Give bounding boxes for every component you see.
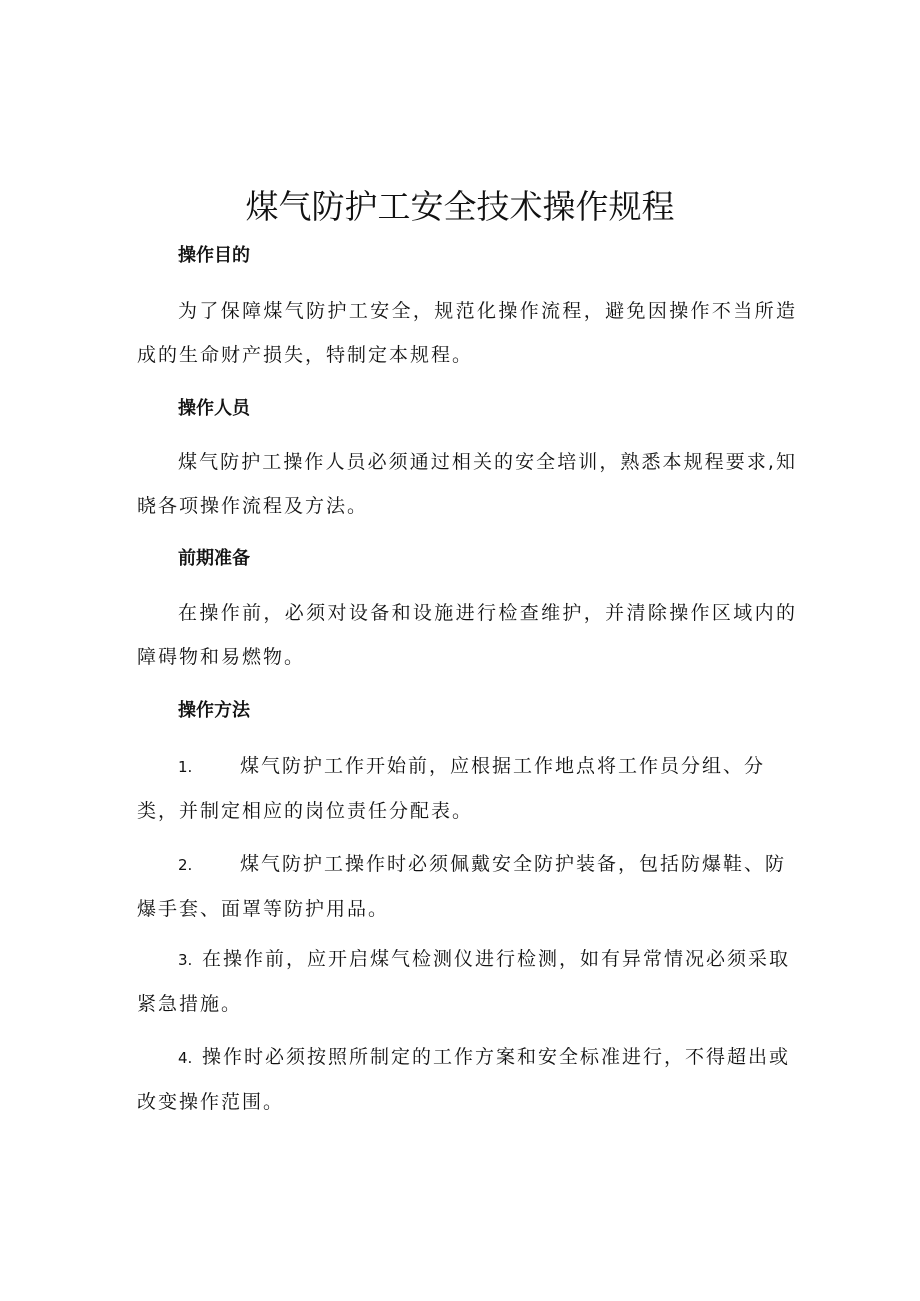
section-text-preparation: 在操作前，必须对设备和设施进行检查维护，并清除操作区域内的障碍物和易燃物。 <box>137 602 797 668</box>
list-item <box>137 937 797 1026</box>
list-item-text: 操作时必须按照所制定的工作方案和安全标准进行，不得超出或改变操作范围。 <box>137 1046 791 1113</box>
list-item <box>137 744 797 833</box>
list-item-number: 4. <box>178 1049 193 1067</box>
section-text-personnel: 煤气防护工操作人员必须通过相关的安全培训，熟悉本规程要求,知晓各项操作流程及方法。 <box>137 451 797 517</box>
list-item-text: 煤气防护工作开始前，应根据工作地点将工作员分组、分类，并制定相应的岗位责任分配表。 <box>137 755 766 822</box>
section-heading-preparation: 前期准备 <box>178 548 250 569</box>
section-heading-method: 操作方法 <box>178 700 250 721</box>
section-heading-personnel: 操作人员 <box>178 398 250 419</box>
list-item-text: 在操作前，应开启煤气检测仪进行检测，如有异常情况必须采取紧急措施。 <box>137 948 791 1015</box>
list-item <box>137 1035 797 1124</box>
list-item-number: 1. <box>178 758 193 776</box>
document-title: 煤气防护工安全技术操作规程 <box>245 187 675 226</box>
section-heading-purpose: 操作目的 <box>178 245 250 266</box>
list-item-text: 煤气防护工操作时必须佩戴安全防护装备，包括防爆鞋、防爆手套、面罩等防护用品。 <box>137 853 787 920</box>
list-item <box>137 842 797 931</box>
list-item-number: 3. <box>178 951 193 969</box>
list-item-number: 2. <box>178 856 193 874</box>
section-text-purpose: 为了保障煤气防护工安全，规范化操作流程，避免因操作不当所造成的生命财产损失，特制定本规程。 <box>137 300 797 366</box>
